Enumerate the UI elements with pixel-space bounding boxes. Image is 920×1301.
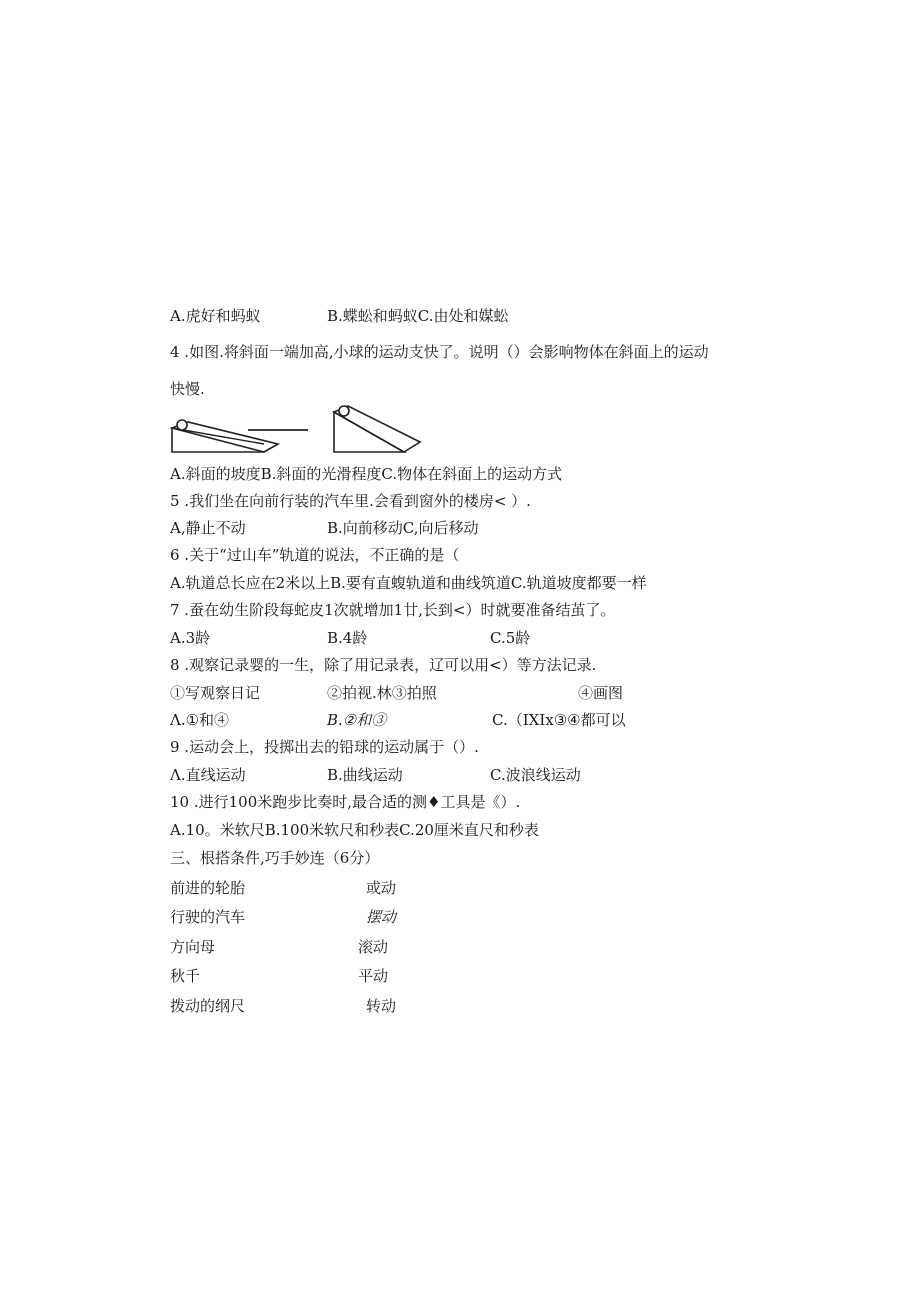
match-left-item: 秋千	[170, 967, 201, 985]
section3-title: 三、根搭条件,巧手妙连（6分）	[170, 849, 380, 867]
q7-option-a: A.3龄	[170, 629, 211, 647]
match-right-item: 摆动	[366, 908, 397, 926]
q5-stem: 5 .我们坐在向前行装的汽车里.会看到窗外的楼房< ）.	[170, 492, 531, 510]
match-right-item: 滚动	[358, 938, 389, 956]
q5-option-bc: B.向前移动C,向后移动	[327, 519, 479, 537]
q8-item-2-3: ②拍视.林③拍照	[327, 684, 437, 702]
q4-options: A.斜面的坡度B.斜面的光滑程度C.物体在斜面上的运动方式	[170, 465, 563, 483]
q9-option-c: C.波浪线运动	[490, 766, 581, 784]
match-left-item: 前进的轮胎	[170, 879, 246, 897]
q7-option-c: C.5龄	[490, 629, 531, 647]
q4-stem: 4 .如图.将斜面一端加高,小球的运动支快了。说明（）会影响物体在斜面上的运动	[170, 343, 709, 361]
q4-stem-continued: 快慢.	[170, 380, 205, 398]
q3-option-a: A.虎好和蚂蚁	[170, 307, 261, 325]
q7-stem: 7 .蚕在幼生阶段每蛇皮1次就增加1廿,长到<）时就要准备结茧了。	[170, 601, 616, 619]
q8-stem: 8 .观察记录婴的一生，除了用记录表，辽可以用<）等方法记录.	[170, 656, 597, 674]
q10-options: A.10。米软尺B.100米软尺和秒表C.20厘米直尺和秒表	[170, 821, 539, 839]
match-left-item: 行驶的汽车	[170, 908, 246, 926]
q6-stem: 6 .关于“过山车”轨道的说法，不正确的是（	[170, 546, 460, 564]
low-slope-icon	[172, 420, 278, 452]
match-right-item: 平动	[358, 967, 389, 985]
q9-stem: 9 .运动会上，投掷出去的铅球的运动属于（）.	[170, 738, 479, 756]
q6-options: A.轨道总长应在2米以上B.要有直蝮轨道和曲线筑道C.轨道坡度都要一样	[170, 574, 647, 592]
high-slope-icon	[334, 406, 420, 452]
q8-option-a: Λ.①和④	[170, 711, 230, 729]
q9-option-a: Λ.直线运动	[170, 766, 246, 784]
q9-option-b: B.曲线运动	[327, 766, 403, 784]
q5-option-a: A,静止不动	[170, 519, 246, 537]
match-right-item: 或动	[366, 879, 397, 897]
match-left-item: 拨动的纲尺	[170, 997, 246, 1015]
match-right-item: 转动	[366, 997, 397, 1015]
q8-option-c: C.（IXIx③④都可以	[492, 711, 626, 729]
q8-option-b: B.②和③	[327, 711, 387, 729]
q3-option-bc: B.蝶蚣和蚂蚁C.由处和媒蚣	[327, 307, 509, 325]
q8-item-4: ④画图	[578, 684, 624, 702]
q10-stem: 10 .进行100米跑步比奏时,最合适的测♦工具是《）.	[170, 793, 521, 811]
q8-item-1: ①写观察日记	[170, 684, 261, 702]
q7-option-b: B.4龄	[327, 629, 368, 647]
match-left-item: 方向母	[170, 938, 216, 956]
slope-figure	[168, 400, 428, 460]
